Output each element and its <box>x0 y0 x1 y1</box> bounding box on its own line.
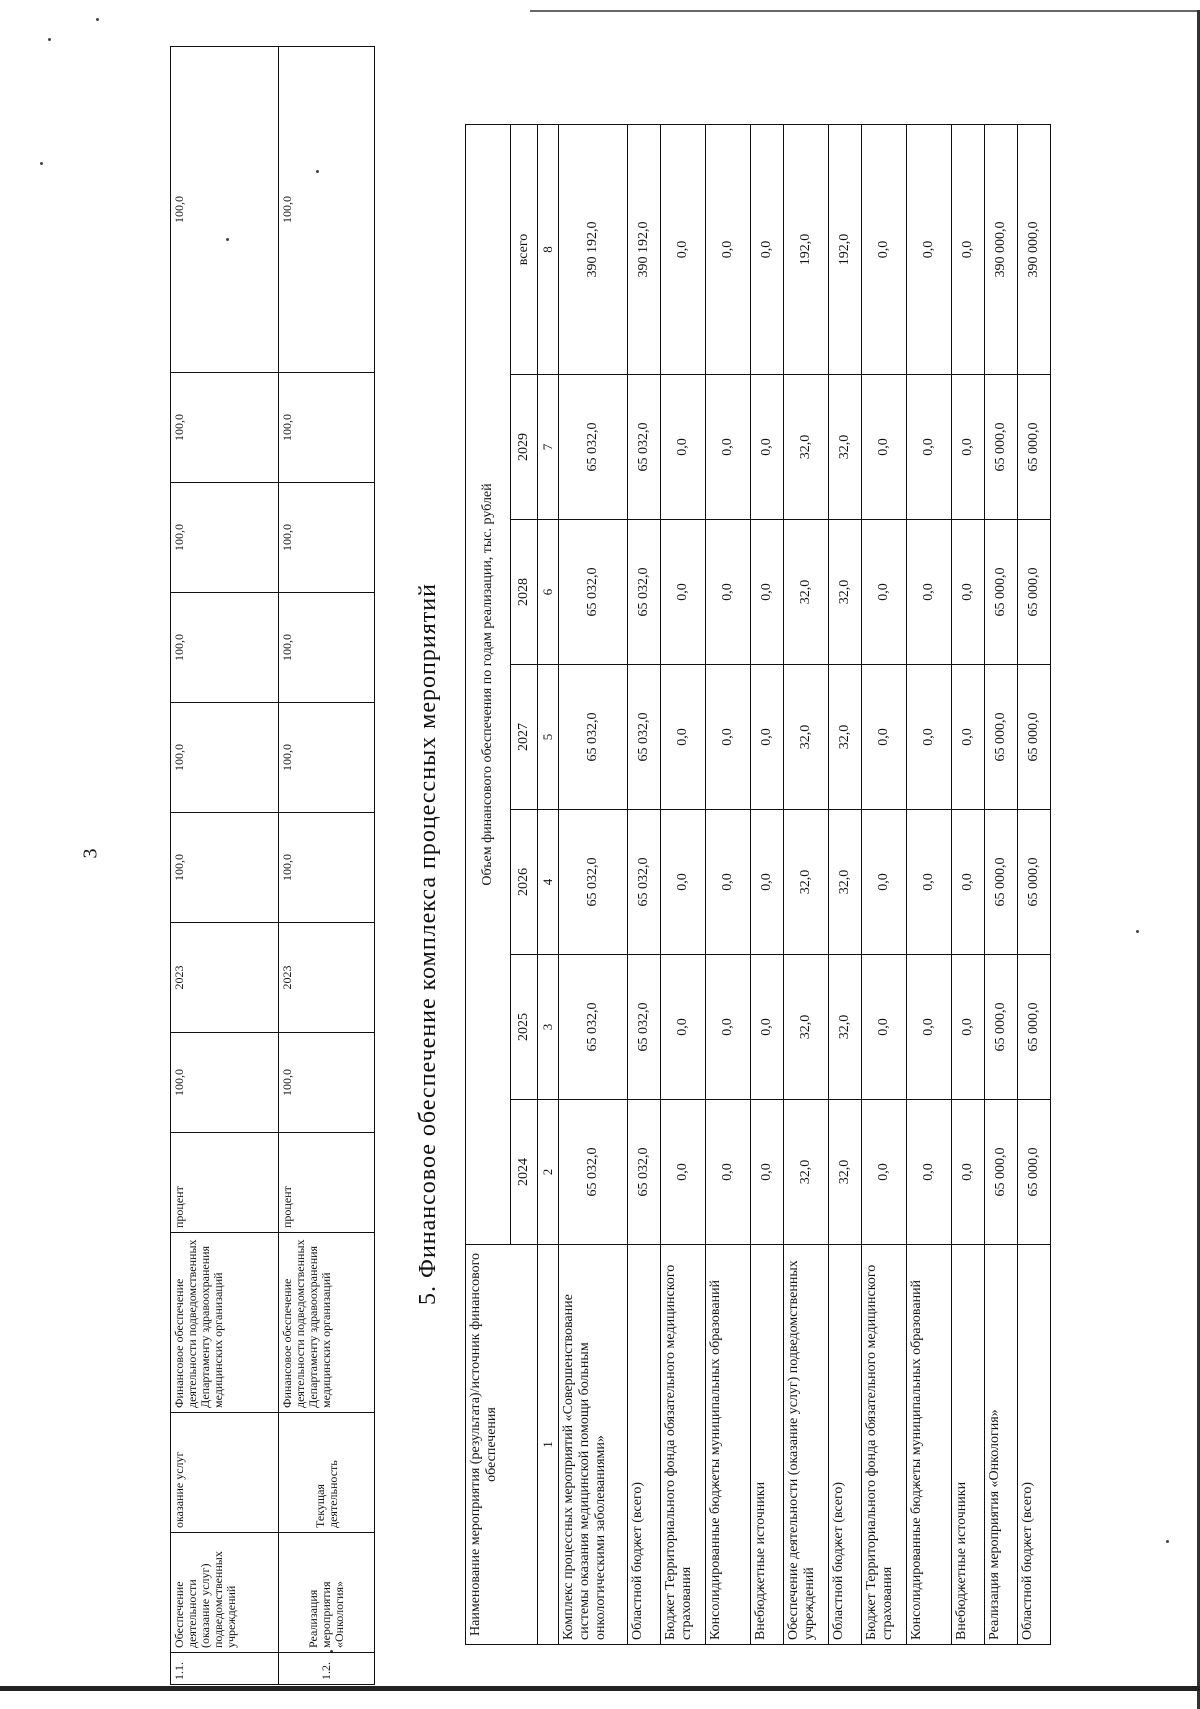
year-value-cell: 65 032,0 <box>559 665 628 810</box>
year-value-cell: 0,0 <box>661 375 706 520</box>
year-value-cell: 65 000,0 <box>985 1100 1018 1245</box>
source-name: Областной бюджет (всего) <box>829 1245 862 1645</box>
row-number: 1.2. <box>279 1653 375 1685</box>
year-value-cell: 65 032,0 <box>628 955 661 1100</box>
table-row <box>985 124 1018 1644</box>
year-value-cell: 0,0 <box>661 665 706 810</box>
year-value-cell: 65 032,0 <box>559 375 628 520</box>
source-name: Комплекс процессных мероприятий «Совершенствование системы оказания медицинской помощи больным онкологическими заболеваниями» <box>559 1245 628 1645</box>
value-2026: 100,0 <box>279 593 375 703</box>
section-title: 5. Финансовое обеспечение комплекса процессных мероприятий <box>415 583 441 1305</box>
header-volume: Объем финансового обеспечения по годам реализации, тыс. рублей <box>466 124 511 1244</box>
table-row <box>907 124 952 1644</box>
value-2028: 100,0 <box>279 373 375 483</box>
year-value-cell: 0,0 <box>751 375 784 520</box>
result-name: Реализация мероприятия «Онкология» <box>279 1533 375 1653</box>
header-name: Наименование мероприятия (результата)/источник финансового обеспечения <box>466 1245 538 1645</box>
base-year: 2023 <box>279 923 375 1033</box>
year-value-cell: 0,0 <box>751 955 784 1100</box>
year-value-cell: 32,0 <box>784 810 829 955</box>
year-value-cell: 65 000,0 <box>985 955 1018 1100</box>
scan-border-bottom <box>0 1686 1200 1691</box>
total-cell: 390 192,0 <box>559 124 628 374</box>
year-value-cell: 0,0 <box>862 1100 907 1245</box>
year-value-cell: 0,0 <box>907 665 952 810</box>
year-value-cell: 0,0 <box>751 520 784 665</box>
column-number: 8 <box>538 124 559 374</box>
year-value-cell: 0,0 <box>952 1100 985 1245</box>
year-value-cell: 32,0 <box>784 955 829 1100</box>
table-row <box>279 47 375 1685</box>
table-column-numbers <box>538 124 559 1644</box>
year-value-cell: 32,0 <box>784 375 829 520</box>
year-value-cell: 0,0 <box>706 955 751 1100</box>
table-row <box>829 124 862 1644</box>
year-value-cell: 65 032,0 <box>559 520 628 665</box>
column-number: 2 <box>538 1100 559 1245</box>
value-2025: 100,0 <box>171 703 279 813</box>
year-value-cell: 0,0 <box>862 810 907 955</box>
table-header-row <box>466 124 511 1644</box>
total-cell: 0,0 <box>862 124 907 374</box>
source-name: Консолидированные бюджеты муниципальных образований <box>706 1245 751 1645</box>
source-name: Областной бюджет (всего) <box>1018 1245 1051 1645</box>
base-value: 100,0 <box>279 1033 375 1133</box>
indicator-description: Финансовое обеспечение деятельности подведомственных Департаменту здравоохранения медицинских организаций <box>279 1233 375 1413</box>
year-value-cell: 0,0 <box>952 520 985 665</box>
source-name: Реализация мероприятия «Онкология» <box>985 1245 1018 1645</box>
year-value-cell: 65 000,0 <box>985 520 1018 665</box>
total-cell: 192,0 <box>784 124 829 374</box>
source-name: Консолидированные бюджеты муниципальных образований <box>907 1245 952 1645</box>
column-number: 6 <box>538 520 559 665</box>
scan-speck <box>40 162 43 165</box>
year-value-cell: 65 000,0 <box>985 665 1018 810</box>
year-value-cell: 0,0 <box>706 665 751 810</box>
year-value-cell: 65 032,0 <box>559 810 628 955</box>
year-value-cell: 65 032,0 <box>628 665 661 810</box>
table-row <box>1018 124 1051 1644</box>
year-value-cell: 0,0 <box>751 1100 784 1245</box>
base-year: 2023 <box>171 923 279 1033</box>
year-value-cell: 0,0 <box>952 375 985 520</box>
row-number: 1.1. <box>171 1653 279 1685</box>
total-cell: 0,0 <box>661 124 706 374</box>
year-header: 2028 <box>511 520 538 665</box>
unit: процент <box>171 1133 279 1233</box>
table-row <box>661 124 706 1644</box>
year-value-cell: 32,0 <box>829 665 862 810</box>
year-value-cell: 0,0 <box>862 665 907 810</box>
year-value-cell: 0,0 <box>661 955 706 1100</box>
year-value-cell: 65 032,0 <box>628 375 661 520</box>
year-value-cell: 65 032,0 <box>628 520 661 665</box>
source-name: Внебюджетные источники <box>751 1245 784 1645</box>
year-header: 2026 <box>511 810 538 955</box>
table-row <box>171 47 279 1685</box>
total-header: всего <box>511 124 538 374</box>
year-value-cell: 0,0 <box>862 375 907 520</box>
value-2024: 100,0 <box>279 813 375 923</box>
year-value-cell: 0,0 <box>706 810 751 955</box>
year-value-cell: 0,0 <box>706 520 751 665</box>
value-2029: 100,0 <box>279 47 375 373</box>
year-header: 2027 <box>511 665 538 810</box>
year-value-cell: 32,0 <box>784 665 829 810</box>
scan-border-top <box>530 10 1200 12</box>
table-row <box>628 124 661 1644</box>
year-value-cell: 0,0 <box>952 665 985 810</box>
total-cell: 192,0 <box>829 124 862 374</box>
value-2026: 100,0 <box>171 593 279 703</box>
year-value-cell: 65 000,0 <box>1018 810 1051 955</box>
source-name: Внебюджетные источники <box>952 1245 985 1645</box>
year-value-cell: 0,0 <box>661 520 706 665</box>
table-row <box>706 124 751 1644</box>
source-name: Бюджет Территориального фонда обязательного медицинского страхования <box>862 1245 907 1645</box>
year-value-cell: 0,0 <box>907 955 952 1100</box>
table-row <box>559 124 628 1644</box>
source-name: Обеспечение деятельности (оказание услуг) подведомственных учреждений <box>784 1245 829 1645</box>
year-value-cell: 0,0 <box>862 955 907 1100</box>
year-value-cell: 32,0 <box>829 810 862 955</box>
value-2029: 100,0 <box>171 47 279 373</box>
total-cell: 0,0 <box>706 124 751 374</box>
year-value-cell: 65 000,0 <box>985 810 1018 955</box>
year-value-cell: 32,0 <box>829 520 862 665</box>
year-value-cell: 65 032,0 <box>559 1100 628 1245</box>
total-cell: 0,0 <box>952 124 985 374</box>
scan-speck <box>96 18 99 21</box>
column-number: 4 <box>538 810 559 955</box>
result-name: Обеспечение деятельности (оказание услуг) подведомственных учреждений <box>171 1533 279 1653</box>
value-2024: 100,0 <box>171 813 279 923</box>
year-value-cell: 0,0 <box>706 375 751 520</box>
year-value-cell: 65 000,0 <box>985 375 1018 520</box>
value-2027: 100,0 <box>171 483 279 593</box>
year-value-cell: 65 000,0 <box>1018 1100 1051 1245</box>
unit: процент <box>279 1133 375 1233</box>
total-cell: 390 192,0 <box>628 124 661 374</box>
year-value-cell: 65 000,0 <box>1018 955 1051 1100</box>
total-cell: 0,0 <box>751 124 784 374</box>
year-value-cell: 0,0 <box>907 520 952 665</box>
year-value-cell: 65 000,0 <box>1018 665 1051 810</box>
finance-table <box>465 124 1051 1645</box>
rotated-page-content <box>170 105 1170 1685</box>
year-value-cell: 0,0 <box>952 955 985 1100</box>
value-2027: 100,0 <box>279 483 375 593</box>
base-value: 100,0 <box>171 1033 279 1133</box>
year-value-cell: 0,0 <box>862 520 907 665</box>
year-value-cell: 0,0 <box>907 375 952 520</box>
year-header: 2029 <box>511 375 538 520</box>
value-2028: 100,0 <box>171 373 279 483</box>
year-value-cell: 65 032,0 <box>628 810 661 955</box>
year-value-cell: 32,0 <box>784 1100 829 1245</box>
total-cell: 0,0 <box>907 124 952 374</box>
year-value-cell: 65 032,0 <box>559 955 628 1100</box>
table-row <box>862 124 907 1644</box>
year-value-cell: 0,0 <box>907 1100 952 1245</box>
indicator-description: Финансовое обеспечение деятельности подведомственных Департаменту здравоохранения медицинских организаций <box>171 1233 279 1413</box>
year-value-cell: 0,0 <box>751 810 784 955</box>
result-type: Текущая деятельность <box>279 1413 375 1533</box>
table-row <box>952 124 985 1644</box>
year-value-cell: 32,0 <box>784 520 829 665</box>
year-value-cell: 0,0 <box>661 1100 706 1245</box>
table-row <box>751 124 784 1644</box>
indicators-table <box>170 46 375 1685</box>
year-value-cell: 0,0 <box>661 810 706 955</box>
year-header: 2024 <box>511 1100 538 1245</box>
year-value-cell: 32,0 <box>829 955 862 1100</box>
column-number: 3 <box>538 955 559 1100</box>
column-number: 5 <box>538 665 559 810</box>
page-number: 3 <box>79 848 102 859</box>
year-value-cell: 0,0 <box>751 665 784 810</box>
table-row <box>784 124 829 1644</box>
year-header: 2025 <box>511 955 538 1100</box>
year-value-cell: 0,0 <box>907 810 952 955</box>
year-value-cell: 65 000,0 <box>1018 520 1051 665</box>
year-value-cell: 32,0 <box>829 375 862 520</box>
result-type: оказание услуг <box>171 1413 279 1533</box>
year-value-cell: 65 032,0 <box>628 1100 661 1245</box>
year-value-cell: 0,0 <box>706 1100 751 1245</box>
value-2025: 100,0 <box>279 703 375 813</box>
total-cell: 390 000,0 <box>985 124 1018 374</box>
column-number: 7 <box>538 375 559 520</box>
year-value-cell: 32,0 <box>829 1100 862 1245</box>
total-cell: 390 000,0 <box>1018 124 1051 374</box>
year-value-cell: 65 000,0 <box>1018 375 1051 520</box>
source-name: Бюджет Территориального фонда обязательного медицинского страхования <box>661 1245 706 1645</box>
scan-speck <box>48 38 51 41</box>
year-value-cell: 0,0 <box>952 810 985 955</box>
column-number: 1 <box>538 1245 559 1645</box>
source-name: Областной бюджет (всего) <box>628 1245 661 1645</box>
